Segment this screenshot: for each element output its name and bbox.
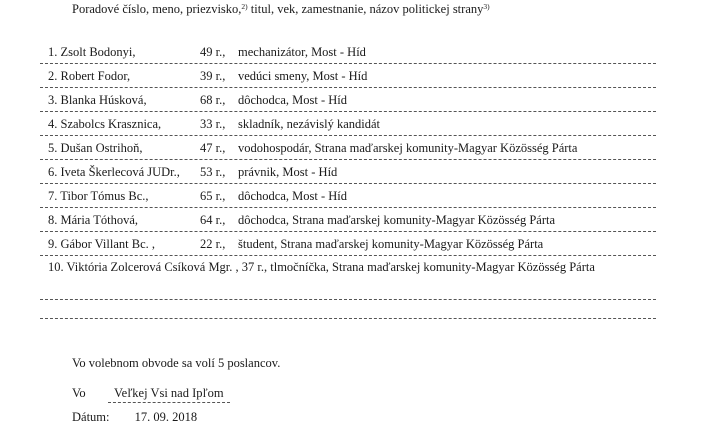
candidate-info: dôchodca, Most - Híd	[238, 93, 348, 107]
candidate-row	[40, 160, 656, 184]
candidate-name: 1. Zsolt Bodonyi,	[48, 45, 136, 59]
dotted-line	[40, 299, 656, 300]
empty-dotted-line	[40, 318, 656, 319]
candidate-age: 49 r.,	[200, 45, 226, 59]
candidate-age: 64 r.,	[200, 213, 226, 227]
candidate-info: dôchodca, Strana maďarskej komunity-Magyar Közösség Párta	[238, 213, 556, 227]
candidate-row	[40, 232, 656, 256]
date-line	[72, 410, 197, 425]
candidate-name: 2. Robert Fodor,	[48, 69, 131, 83]
header-text-cont: titul, vek, zamestnanie, názov politickej strany	[247, 2, 484, 16]
candidate-info: právnik, Most - Híd	[238, 165, 338, 179]
date-label: Dátum:	[72, 410, 110, 424]
candidate-info: vodohospodár, Strana maďarskej komunity-Magyar Közösség Párta	[238, 141, 578, 155]
candidate-row	[40, 136, 656, 160]
candidate-age: 47 r.,	[200, 141, 226, 155]
candidate-row	[40, 64, 656, 88]
footnote-ref-2: 2)	[241, 2, 248, 11]
candidate-row	[40, 112, 656, 136]
footnote-ref-3: 3)	[483, 2, 490, 11]
candidate-name: 6. Iveta Škerlecová JUDr.,	[48, 165, 180, 179]
list-header	[72, 2, 490, 17]
candidate-name: 5. Dušan Ostrihoň,	[48, 141, 143, 155]
district-name: Veľkej Vsi nad Ipľom	[114, 386, 224, 400]
candidate-row	[40, 40, 656, 64]
candidate-info: vedúci smeny, Most - Híd	[238, 69, 368, 83]
candidate-info: študent, Strana maďarskej komunity-Magyar Közösség Párta	[238, 237, 544, 251]
district-field	[108, 386, 230, 403]
candidate-row	[40, 256, 656, 300]
header-text: Poradové číslo, meno, priezvisko,	[72, 2, 242, 16]
candidate-info: mechanizátor, Most - Híd	[238, 45, 366, 59]
district-prefix: Vo	[72, 386, 86, 400]
candidate-age: 65 r.,	[200, 189, 226, 203]
candidate-row	[40, 208, 656, 232]
candidate-age: 22 r.,	[200, 237, 226, 251]
candidate-name: 9. Gábor Villant Bc. ,	[48, 237, 155, 251]
candidate-row	[40, 88, 656, 112]
candidate-name: 8. Mária Tóthová,	[48, 213, 139, 227]
candidate-info: dôchodca, Most - Híd	[238, 189, 348, 203]
candidate-name: 4. Szabolcs Krasznica,	[48, 117, 162, 131]
candidate-name: 3. Blanka Húsková,	[48, 93, 147, 107]
candidate-age: 53 r.,	[200, 165, 226, 179]
seats-statement: Vo volebnom obvode sa volí 5 poslancov.	[72, 356, 281, 370]
candidate-name: 7. Tibor Tómus Bc.,	[48, 189, 149, 203]
candidate-age: 39 r.,	[200, 69, 226, 83]
candidate-age: 68 r.,	[200, 93, 226, 107]
candidate-entry: 10. Viktória Zolcerová Csíková Mgr. , 37 r., tlmočníčka, Strana maďarskej komunity-Magyar Közösség Párta	[48, 260, 595, 274]
candidate-info: skladník, nezávislý kandidát	[238, 117, 380, 131]
candidate-row	[40, 184, 656, 208]
candidate-age: 33 r.,	[200, 117, 226, 131]
date-value: 17. 09. 2018	[134, 410, 198, 424]
